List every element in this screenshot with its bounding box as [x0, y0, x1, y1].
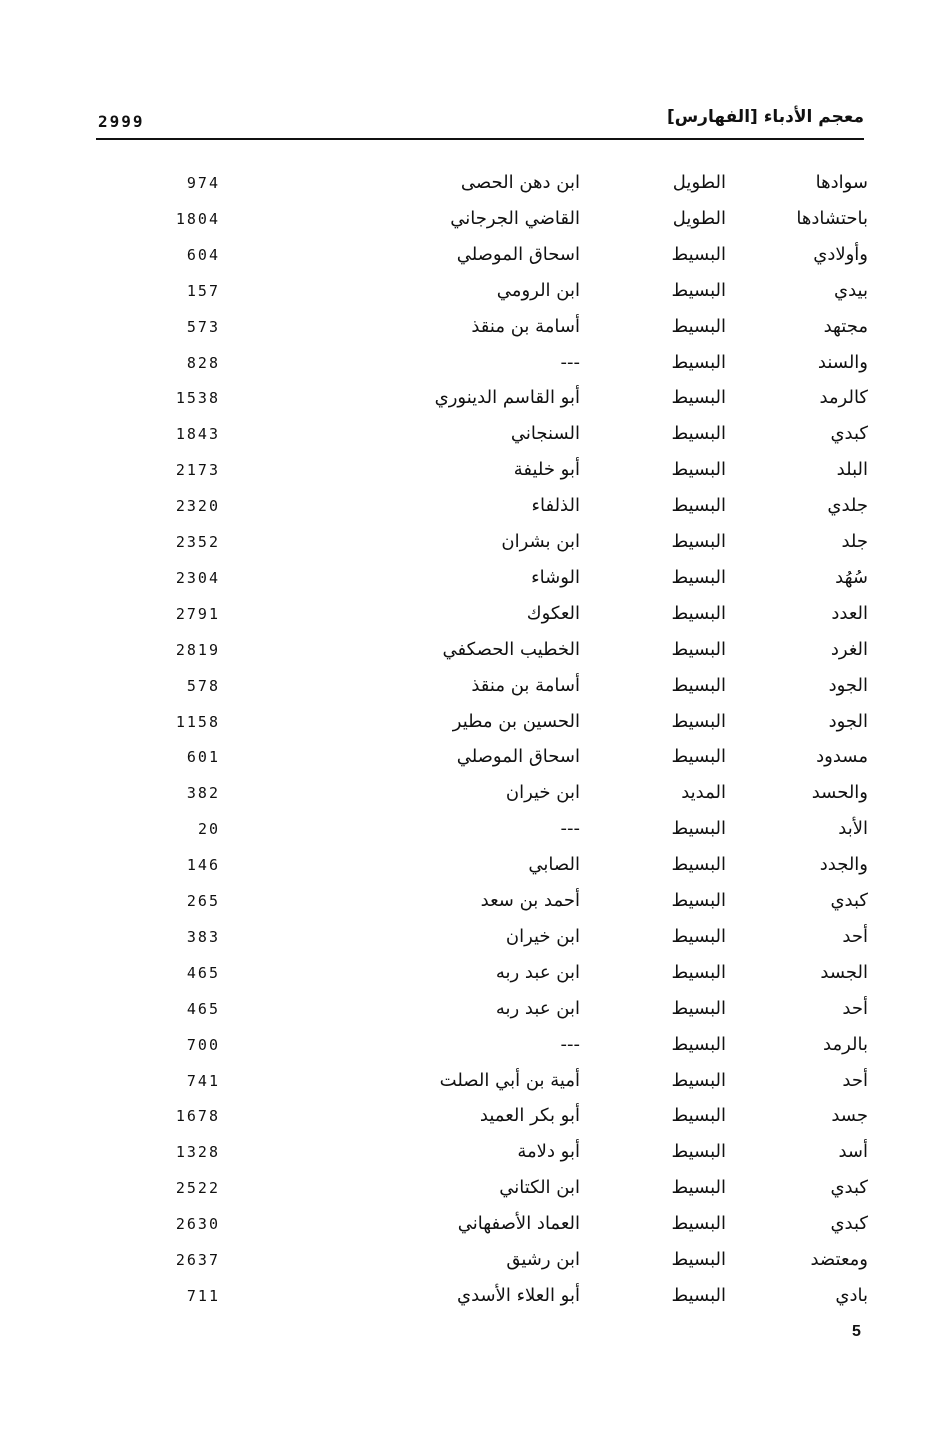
page-reference: 604	[186, 246, 220, 264]
meter-name: البسيط	[671, 1141, 726, 1162]
rhyme-word: سوادها	[815, 172, 868, 193]
index-row	[96, 739, 876, 775]
page-reference: 2819	[175, 641, 220, 659]
poet-name: ابن بشران	[501, 531, 580, 552]
meter-name: البسيط	[671, 531, 726, 552]
page-reference: 465	[186, 1000, 220, 1018]
poet-name: ابن رشيق	[506, 1249, 580, 1270]
page-reference: 741	[186, 1072, 220, 1090]
meter-name: البسيط	[671, 1249, 726, 1270]
meter-name: البسيط	[671, 1177, 726, 1198]
index-row	[96, 919, 876, 955]
poet-name: ---	[560, 818, 580, 839]
meter-name: البسيط	[671, 1034, 726, 1055]
rhyme-word: أحد	[842, 926, 868, 947]
poet-name: أبو القاسم الدينوري	[434, 387, 580, 408]
rhyme-index-table	[96, 165, 876, 1315]
poet-name: أمية بن أبي الصلت	[439, 1070, 580, 1091]
index-row	[96, 596, 876, 632]
rhyme-word: باحتشادها	[796, 208, 868, 229]
page-reference: 2320	[175, 497, 220, 515]
header-rule	[96, 138, 864, 140]
rhyme-word: البلد	[836, 459, 868, 480]
meter-name: البسيط	[671, 495, 726, 516]
page-reference: 700	[186, 1036, 220, 1054]
index-row	[96, 632, 876, 668]
page-reference: 2791	[175, 605, 220, 623]
page-reference: 1678	[175, 1107, 220, 1125]
rhyme-word: كبدي	[830, 1213, 868, 1234]
page-reference: 573	[186, 318, 220, 336]
poet-name: ابن عبد ربه	[495, 962, 580, 983]
index-row	[96, 1206, 876, 1242]
poet-name: أبو بكر العميد	[479, 1105, 580, 1126]
index-row	[96, 1242, 876, 1278]
rhyme-word: بادي	[835, 1285, 868, 1306]
index-row	[96, 847, 876, 883]
rhyme-word: أحد	[842, 998, 868, 1019]
meter-name: البسيط	[671, 603, 726, 624]
rhyme-word: سُهُد	[835, 567, 868, 588]
index-row	[96, 668, 876, 704]
index-row	[96, 1170, 876, 1206]
meter-name: البسيط	[671, 818, 726, 839]
rhyme-word: والسند	[817, 352, 868, 373]
meter-name: البسيط	[671, 280, 726, 301]
running-head	[96, 104, 864, 138]
poet-name: العكوك	[526, 603, 580, 624]
page-reference: 2173	[175, 461, 220, 479]
poet-name: أسامة بن منقذ	[471, 675, 580, 696]
page-reference: 1843	[175, 425, 220, 443]
poet-name: ابن خيران	[505, 782, 580, 803]
index-row	[96, 524, 876, 560]
poet-name: ابن الرومي	[496, 280, 580, 301]
index-row	[96, 1134, 876, 1170]
index-row	[96, 1063, 876, 1099]
poet-name: اسحاق الموصلي	[456, 746, 580, 767]
rhyme-word: أحد	[842, 1070, 868, 1091]
meter-name: البسيط	[671, 926, 726, 947]
page-reference: 1328	[175, 1143, 220, 1161]
page-reference: 382	[186, 784, 220, 802]
meter-name: البسيط	[671, 1213, 726, 1234]
index-row	[96, 560, 876, 596]
rhyme-word: والحسد	[811, 782, 868, 803]
meter-name: البسيط	[671, 711, 726, 732]
index-row	[96, 883, 876, 919]
meter-name: البسيط	[671, 567, 726, 588]
poet-name: القاضي الجرجاني	[450, 208, 580, 229]
page-reference: 974	[186, 174, 220, 192]
rhyme-word: جسد	[831, 1105, 868, 1126]
poet-name: ---	[560, 1034, 580, 1055]
index-row	[96, 1027, 876, 1063]
index-row	[96, 704, 876, 740]
meter-name: البسيط	[671, 998, 726, 1019]
page-reference: 1158	[175, 713, 220, 731]
book-title: معجم الأدباء [الفهارس]	[666, 107, 864, 127]
meter-name: البسيط	[671, 890, 726, 911]
index-row	[96, 345, 876, 381]
meter-name: الطويل	[672, 208, 726, 229]
page-reference: 711	[186, 1287, 220, 1305]
rhyme-word: بيدي	[834, 280, 868, 301]
index-row	[96, 811, 876, 847]
folio-number: 5	[852, 1323, 861, 1340]
page-reference: 2522	[175, 1179, 220, 1197]
index-row	[96, 273, 876, 309]
poet-name: ابن خيران	[505, 926, 580, 947]
meter-name: البسيط	[671, 675, 726, 696]
poet-name: أبو دلامة	[517, 1141, 580, 1162]
poet-name: أحمد بن سعد	[480, 890, 580, 911]
meter-name: الطويل	[672, 172, 726, 193]
rhyme-word: العدد	[831, 603, 868, 624]
poet-name: الصابي	[528, 854, 580, 875]
poet-name: اسحاق الموصلي	[456, 244, 580, 265]
index-row	[96, 380, 876, 416]
index-row	[96, 165, 876, 201]
page-reference: 1804	[175, 210, 220, 228]
rhyme-word: كالرمد	[819, 387, 868, 408]
page-reference: 265	[186, 892, 220, 910]
meter-name: البسيط	[671, 387, 726, 408]
rhyme-word: الجود	[828, 711, 868, 732]
rhyme-word: الأبد	[838, 818, 868, 839]
index-row	[96, 201, 876, 237]
meter-name: البسيط	[671, 746, 726, 767]
rhyme-word: مجتهد	[823, 316, 868, 337]
page-reference: 2304	[175, 569, 220, 587]
meter-name: البسيط	[671, 1070, 726, 1091]
page-reference: 828	[186, 354, 220, 372]
meter-name: البسيط	[671, 639, 726, 660]
meter-name: البسيط	[671, 352, 726, 373]
rhyme-word: جلدي	[827, 495, 868, 516]
poet-name: الوشاء	[531, 567, 580, 588]
poet-name: ابن الكتاني	[499, 1177, 580, 1198]
index-row	[96, 1278, 876, 1314]
rhyme-word: الغرد	[830, 639, 868, 660]
poet-name: ابن دهن الحصى	[460, 172, 580, 193]
meter-name: البسيط	[671, 1285, 726, 1306]
page-reference: 578	[186, 677, 220, 695]
poet-name: الحسين بن مطير	[452, 711, 580, 732]
poet-name: أسامة بن منقذ	[471, 316, 580, 337]
page-number: 2999	[98, 112, 145, 131]
index-row	[96, 416, 876, 452]
rhyme-word: مسدود	[816, 746, 868, 767]
index-row	[96, 1098, 876, 1134]
poet-name: السنجاني	[510, 423, 580, 444]
poet-name: أبو خليفة	[513, 459, 580, 480]
page-reference: 2630	[175, 1215, 220, 1233]
rhyme-word: الجود	[828, 675, 868, 696]
rhyme-word: أسد	[838, 1141, 868, 1162]
rhyme-word: جلد	[841, 531, 868, 552]
page-reference: 601	[186, 748, 220, 766]
rhyme-word: الجسد	[820, 962, 868, 983]
index-row	[96, 452, 876, 488]
index-row	[96, 488, 876, 524]
poet-name: العماد الأصفهاني	[457, 1213, 580, 1234]
poet-name: ابن عبد ربه	[495, 998, 580, 1019]
meter-name: البسيط	[671, 854, 726, 875]
page-reference: 20	[197, 820, 220, 838]
meter-name: البسيط	[671, 244, 726, 265]
meter-name: البسيط	[671, 1105, 726, 1126]
index-row	[96, 775, 876, 811]
page-reference: 146	[186, 856, 220, 874]
rhyme-word: كبدي	[830, 1177, 868, 1198]
meter-name: المديد	[681, 782, 726, 803]
page-reference: 2352	[175, 533, 220, 551]
rhyme-word: كبدي	[830, 890, 868, 911]
meter-name: البسيط	[671, 962, 726, 983]
meter-name: البسيط	[671, 423, 726, 444]
rhyme-word: كبدي	[830, 423, 868, 444]
rhyme-word: ومعتضد	[810, 1249, 868, 1270]
poet-name: الخطيب الحصكفي	[442, 639, 580, 660]
poet-name: الذلفاء	[531, 495, 580, 516]
page-reference: 157	[186, 282, 220, 300]
meter-name: البسيط	[671, 459, 726, 480]
rhyme-word: بالرمد	[823, 1034, 868, 1055]
page-reference: 465	[186, 964, 220, 982]
meter-name: البسيط	[671, 316, 726, 337]
index-row	[96, 309, 876, 345]
page-reference: 2637	[175, 1251, 220, 1269]
index-row	[96, 237, 876, 273]
page-reference: 1538	[175, 389, 220, 407]
page-reference: 383	[186, 928, 220, 946]
poet-name: ---	[560, 352, 580, 373]
rhyme-word: والجدد	[819, 854, 868, 875]
poet-name: أبو العلاء الأسدي	[456, 1285, 580, 1306]
index-row	[96, 955, 876, 991]
index-row	[96, 991, 876, 1027]
rhyme-word: وأولادي	[813, 244, 868, 265]
